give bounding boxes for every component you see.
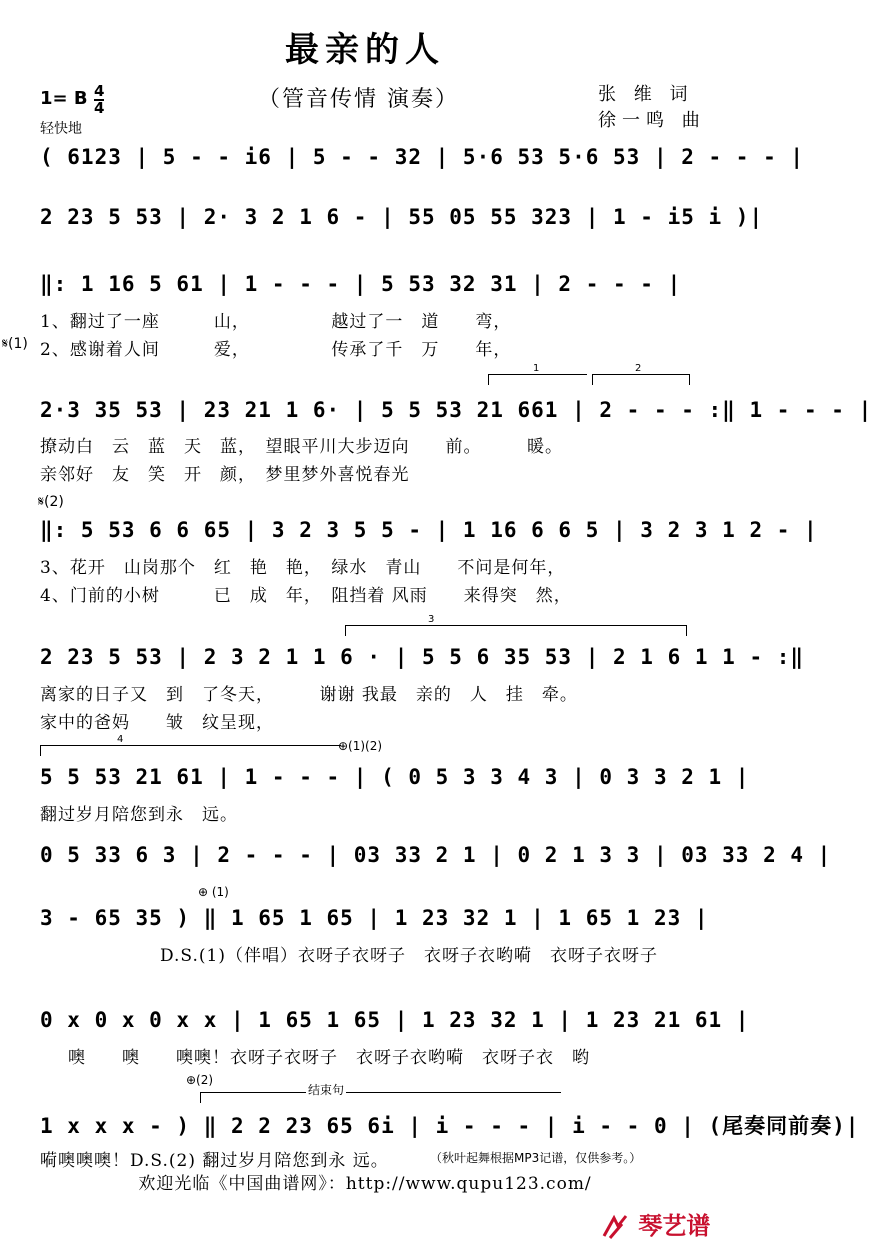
time-signature-top: 4 <box>94 82 105 100</box>
song-title: 最亲的人 <box>285 30 445 70</box>
lyric-row-4-verse-2: 亲邻好 友 笑 开 颜， 梦里梦外喜悦春光 <box>40 465 410 485</box>
lyric-row-6-verse-b: 家中的爸妈 皱 纹呈现， <box>40 713 274 733</box>
lyric-row-4-verse-1: 撩动白 云 蓝 天 蓝， 望眼平川大步迈向 前。 暖。 <box>40 437 563 457</box>
tempo-marking: 轻快地 <box>40 121 82 137</box>
coda-mark-2: ⊕ (1) <box>198 885 229 899</box>
notation-row-4: 2·3 35 53 | 23 21 1 6· | 5 5 53 21 661 | 2 - - - :‖ 1 - - - | <box>40 398 872 422</box>
logo-icon <box>600 1212 630 1242</box>
site-footer: 欢迎光临《中国曲谱网》：http://www.qupu123.com/ <box>138 1174 592 1194</box>
volta-bracket-4: 4 <box>40 745 341 756</box>
key-signature: 1= B <box>40 88 88 109</box>
lyric-row-10: 噢 噢 噢噢！衣呀子衣呀子 衣呀子衣哟嗬 衣呀子衣 哟 <box>68 1048 590 1068</box>
lyric-row-5-verse-4: 4、门前的小树 已 成 年， 阻挡着 风雨 来得突 然， <box>40 586 572 606</box>
transcription-note: （秋叶起舞根据MP3记谱，仅供参考。） <box>430 1151 642 1165</box>
volta-bracket-2: 2 <box>592 374 690 385</box>
lyric-row-7: 翻过岁月陪您到永 远。 <box>40 805 238 825</box>
notation-row-2: 2 23 5 53 | 2· 3 2 1 6 - | 55 05 55 323 | 1 - i5 i )| <box>40 205 764 229</box>
lyric-row-3-verse-2: 2、感谢着人间 爱， 传承了千 万 年， <box>40 340 512 360</box>
segno-mark-2: 𝄋(2) <box>38 494 64 510</box>
lyric-row-11: 嗬噢噢噢！D.S.(2) 翻过岁月陪您到永 远。 <box>40 1151 389 1171</box>
lyricist-credit: 张 维 词 <box>598 84 694 105</box>
lyric-row-5-verse-3: 3、花开 山岗那个 红 艳 艳， 绿水 青山 不问是何年， <box>40 558 566 578</box>
ending-bracket: 结束句 <box>200 1092 561 1103</box>
notation-row-6: 2 23 5 53 | 2 3 2 1 1 6 · | 5 5 6 35 53 | 2 1 6 1 1 - :‖ <box>40 645 805 669</box>
volta-bracket-3: 3 <box>345 625 687 636</box>
notation-row-7: 5 5 53 21 61 | 1 - - - | ( 0 5 3 3 4 3 | 0 3 3 2 1 | <box>40 765 750 789</box>
notation-row-1: ( 6123 | 5 - - i6 | 5 - - 32 | 5·6 53 5·6 53 | 2 - - - | <box>40 145 805 169</box>
lyric-row-6-verse-a: 离家的日子又 到 了冬天， 谢谢 我最 亲的 人 挂 牵。 <box>40 685 578 705</box>
composer-credit: 徐一鸣 曲 <box>598 110 706 131</box>
time-signature-bottom: 4 <box>94 99 105 117</box>
performer-subtitle: （管音传情 演奏） <box>258 87 459 112</box>
coda-mark-1: ⊕(1)(2) <box>338 739 383 753</box>
volta-bracket-1: 1 <box>488 374 587 385</box>
notation-row-9: 3 - 65 35 ) ‖ 1 65 1 65 | 1 23 32 1 | 1 65 1 23 | <box>40 906 709 930</box>
logo-text: 琴艺谱 <box>638 1212 711 1240</box>
time-signature <box>94 84 104 115</box>
notation-row-10: 0 x 0 x 0 x x | 1 65 1 65 | 1 23 32 1 | 1 23 21 61 | <box>40 1008 750 1032</box>
notation-row-11: 1 x x x - ) ‖ 2 2 23 65 6i | i - - - | i - - 0 | (尾奏同前奏)| <box>40 1114 860 1138</box>
coda-mark-3: ⊕(2) <box>186 1073 214 1087</box>
segno-mark-1: 𝄋(1) <box>2 336 28 352</box>
notation-row-8: 0 5 33 6 3 | 2 - - - | 03 33 2 1 | 0 2 1 3 3 | 03 33 2 4 | <box>40 843 832 867</box>
site-logo <box>600 1206 710 1242</box>
notation-row-3: ‖: 1 16 5 61 | 1 - - - | 5 53 32 31 | 2 - - - | <box>40 272 682 296</box>
notation-row-5: ‖: 5 53 6 6 65 | 3 2 3 5 5 - | 1 16 6 6 5 | 3 2 3 1 2 - | <box>40 518 818 542</box>
lyric-row-9: D.S.(1)（伴唱）衣呀子衣呀子 衣呀子衣哟嗬 衣呀子衣呀子 <box>160 946 658 966</box>
lyric-row-3-verse-1: 1、翻过了一座 山， 越过了一 道 弯， <box>40 312 512 332</box>
